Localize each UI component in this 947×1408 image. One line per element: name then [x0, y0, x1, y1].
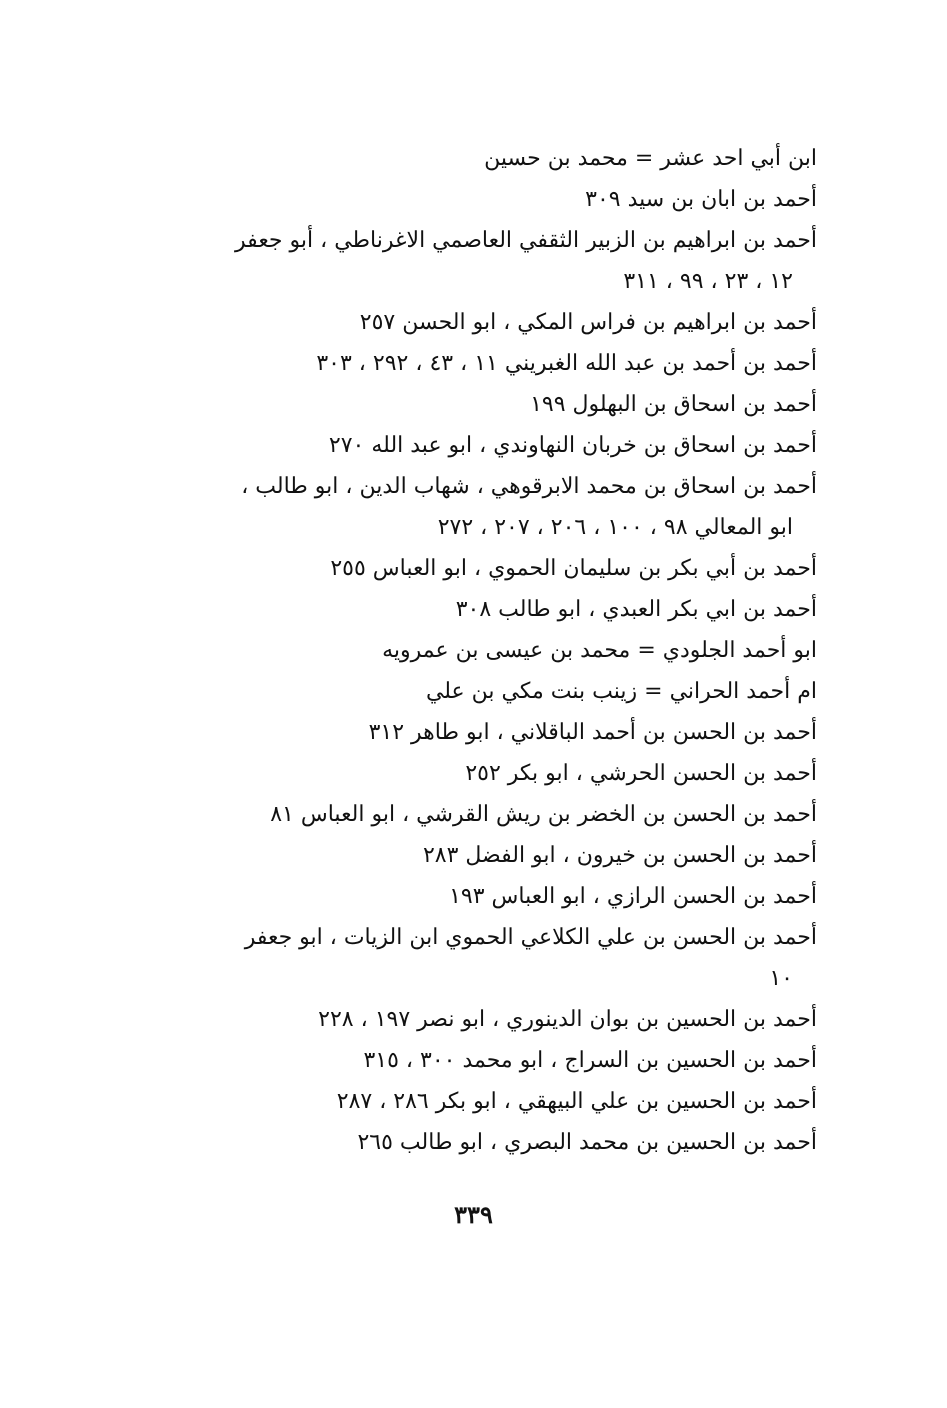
index-entry: أحمد بن الحسين بن السراج ، ابو محمد ٣٠٠ ، ٣١٥	[363, 1048, 817, 1073]
index-entry: أحمد بن الحسن الحرشي ، ابو بكر ٢٥٢	[465, 761, 817, 786]
index-entry: أحمد بن الحسن بن الخضر بن ريش القرشي ، ابو العباس ٨١	[270, 802, 817, 827]
index-entry: أحمد بن اسحاق بن محمد الابرقوهي ، شهاب الدين ، ابو طالب ،	[241, 474, 817, 499]
index-entry: أحمد بن ابراهيم بن الزبير الثقفي العاصمي الاغرناطي ، أبو جعفر	[235, 228, 817, 253]
index-entry: أحمد بن الحسين بن علي البيهقي ، ابو بكر ٢٨٦ ، ٢٨٧	[336, 1089, 817, 1114]
index-entry: أحمد بن الحسن بن خيرون ، ابو الفضل ٢٨٣	[422, 843, 817, 868]
index-entry: أحمد بن ابان بن سيد ٣٠٩	[585, 187, 817, 212]
index-list	[127, 138, 817, 1163]
index-entry-continuation: ابو المعالي ٩٨ ، ١٠٠ ، ٢٠٦ ، ٢٠٧ ، ٢٧٢	[437, 515, 793, 540]
index-entry: أحمد بن أبي بكر بن سليمان الحموي ، ابو العباس ٢٥٥	[330, 556, 817, 581]
index-entry: أحمد بن الحسن بن أحمد الباقلاني ، ابو طاهر ٣١٢	[368, 720, 817, 745]
index-entry: ابن أبي احد عشر = محمد بن حسين	[484, 146, 817, 171]
index-entry-continuation: ١٢ ، ٢٣ ، ٩٩ ، ٣١١	[623, 269, 793, 294]
index-entry: أحمد بن اسحاق بن البهلول ١٩٩	[530, 392, 817, 417]
index-entry: أحمد بن ابي بكر العبدي ، ابو طالب ٣٠٨	[455, 597, 817, 622]
index-entry: أحمد بن الحسن بن علي الكلاعي الحموي ابن الزيات ، ابو جعفر	[244, 925, 817, 950]
index-entry: أحمد بن الحسين بن محمد البصري ، ابو طالب ٢٦٥	[357, 1130, 817, 1155]
index-entry: أحمد بن ابراهيم بن فراس المكي ، ابو الحسن ٢٥٧	[359, 310, 817, 335]
index-entry: أحمد بن أحمد بن عبد الله الغبريني ١١ ، ٤٣ ، ٢٩٢ ، ٣٠٣	[316, 351, 817, 376]
index-entry: أحمد بن الحسن الرازي ، ابو العباس ١٩٣	[449, 884, 817, 909]
index-entry: أحمد بن اسحاق بن خربان النهاوندي ، ابو عبد الله ٢٧٠	[328, 433, 817, 458]
index-entry: أحمد بن الحسين بن بوان الدينوري ، ابو نصر ١٩٧ ، ٢٢٨	[318, 1007, 817, 1032]
index-entry: ابو أحمد الجلودي = محمد بن عيسى بن عمرويه	[382, 638, 817, 663]
index-entry: ام أحمد الحراني = زينب بنت مكي بن علي	[425, 679, 817, 704]
index-entry-continuation: ١٠	[769, 966, 793, 991]
page-number: ٣٣٩	[454, 1200, 493, 1229]
